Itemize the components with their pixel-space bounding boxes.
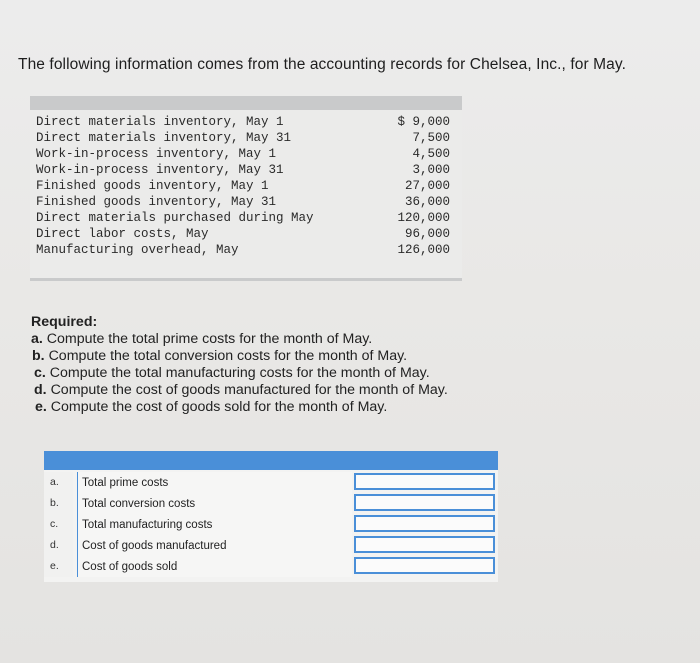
data-row [36, 178, 450, 194]
cogs-input[interactable] [354, 557, 495, 574]
data-row [36, 162, 450, 178]
required-item [31, 331, 448, 348]
data-row-amount: 126,000 [397, 243, 450, 257]
data-row-amount: 4,500 [412, 147, 450, 161]
data-row-label: Direct labor costs, May [36, 227, 209, 241]
data-row [36, 130, 450, 146]
data-row-label: Manufacturing overhead, May [36, 243, 239, 257]
prime-costs-input[interactable] [354, 473, 495, 490]
answer-row-label: Total manufacturing costs [77, 514, 352, 535]
required-item-letter: a. [31, 331, 43, 347]
required-item [31, 365, 448, 382]
required-item-text: Compute the total manufacturing costs for the month of May. [49, 365, 430, 381]
required-item [31, 348, 448, 365]
data-row-amount: 3,000 [412, 163, 450, 177]
data-row [36, 210, 450, 226]
cogm-input[interactable] [354, 536, 495, 553]
data-row-label: Finished goods inventory, May 31 [36, 195, 277, 209]
data-row-label: Direct materials inventory, May 1 [36, 115, 284, 129]
data-row-label: Work-in-process inventory, May 1 [36, 147, 277, 161]
data-row-amount: 7,500 [412, 131, 450, 145]
data-row-label: Direct materials purchased during May [36, 211, 314, 225]
answer-row-label: Total conversion costs [77, 493, 352, 514]
data-row-amount: 36,000 [404, 195, 450, 209]
conversion-costs-input[interactable] [354, 494, 495, 511]
data-row [36, 242, 450, 258]
data-row-amount: 96,000 [404, 227, 450, 241]
data-row-amount: 120,000 [397, 211, 450, 225]
answer-row-letter: a. [44, 472, 73, 493]
answer-row [44, 514, 498, 535]
required-item-letter: e. [35, 399, 47, 415]
intro-text: The following information comes from the accounting records for Chelsea, Inc., for May. [18, 56, 627, 73]
data-row-label: Work-in-process inventory, May 31 [36, 163, 284, 177]
answer-row-letter: e. [44, 556, 73, 577]
data-row [36, 226, 450, 242]
required-item-text: Compute the cost of goods manufactured for the month of May. [50, 382, 448, 398]
data-row-amount: $ 9,000 [397, 115, 450, 129]
data-row-amount: 27,000 [404, 179, 450, 193]
answer-row-label: Cost of goods manufactured [77, 535, 352, 556]
data-row [36, 146, 450, 162]
required-item-letter: b. [32, 348, 45, 364]
required-item-letter: c. [34, 365, 46, 381]
required-item [31, 399, 448, 416]
answer-row [44, 493, 498, 514]
answer-table-header [44, 451, 498, 470]
data-row-label: Direct materials inventory, May 31 [36, 131, 292, 145]
answer-row-letter: b. [44, 493, 73, 514]
required-item-text: Compute the total prime costs for the month of May. [46, 331, 373, 347]
data-row [36, 194, 450, 210]
data-row-label: Finished goods inventory, May 1 [36, 179, 269, 193]
required-item-text: Compute the cost of goods sold for the month of May. [50, 399, 388, 415]
answer-row [44, 472, 498, 493]
answer-row [44, 535, 498, 556]
required-item-text: Compute the total conversion costs for the month of May. [48, 348, 408, 364]
answer-row-letter: d. [44, 535, 73, 556]
answer-row-letter: c. [44, 514, 73, 535]
required-item-letter: d. [34, 382, 47, 398]
answer-row-label: Total prime costs [77, 472, 352, 493]
answer-row [44, 556, 498, 577]
required-section [31, 314, 448, 416]
data-row [36, 114, 450, 130]
required-item [31, 382, 448, 399]
manufacturing-costs-input[interactable] [354, 515, 495, 532]
inventory-data-table [30, 96, 462, 281]
data-rows [36, 114, 450, 258]
answer-row-label: Cost of goods sold [77, 556, 352, 577]
required-heading: Required: [31, 314, 98, 330]
answer-table [44, 451, 498, 582]
